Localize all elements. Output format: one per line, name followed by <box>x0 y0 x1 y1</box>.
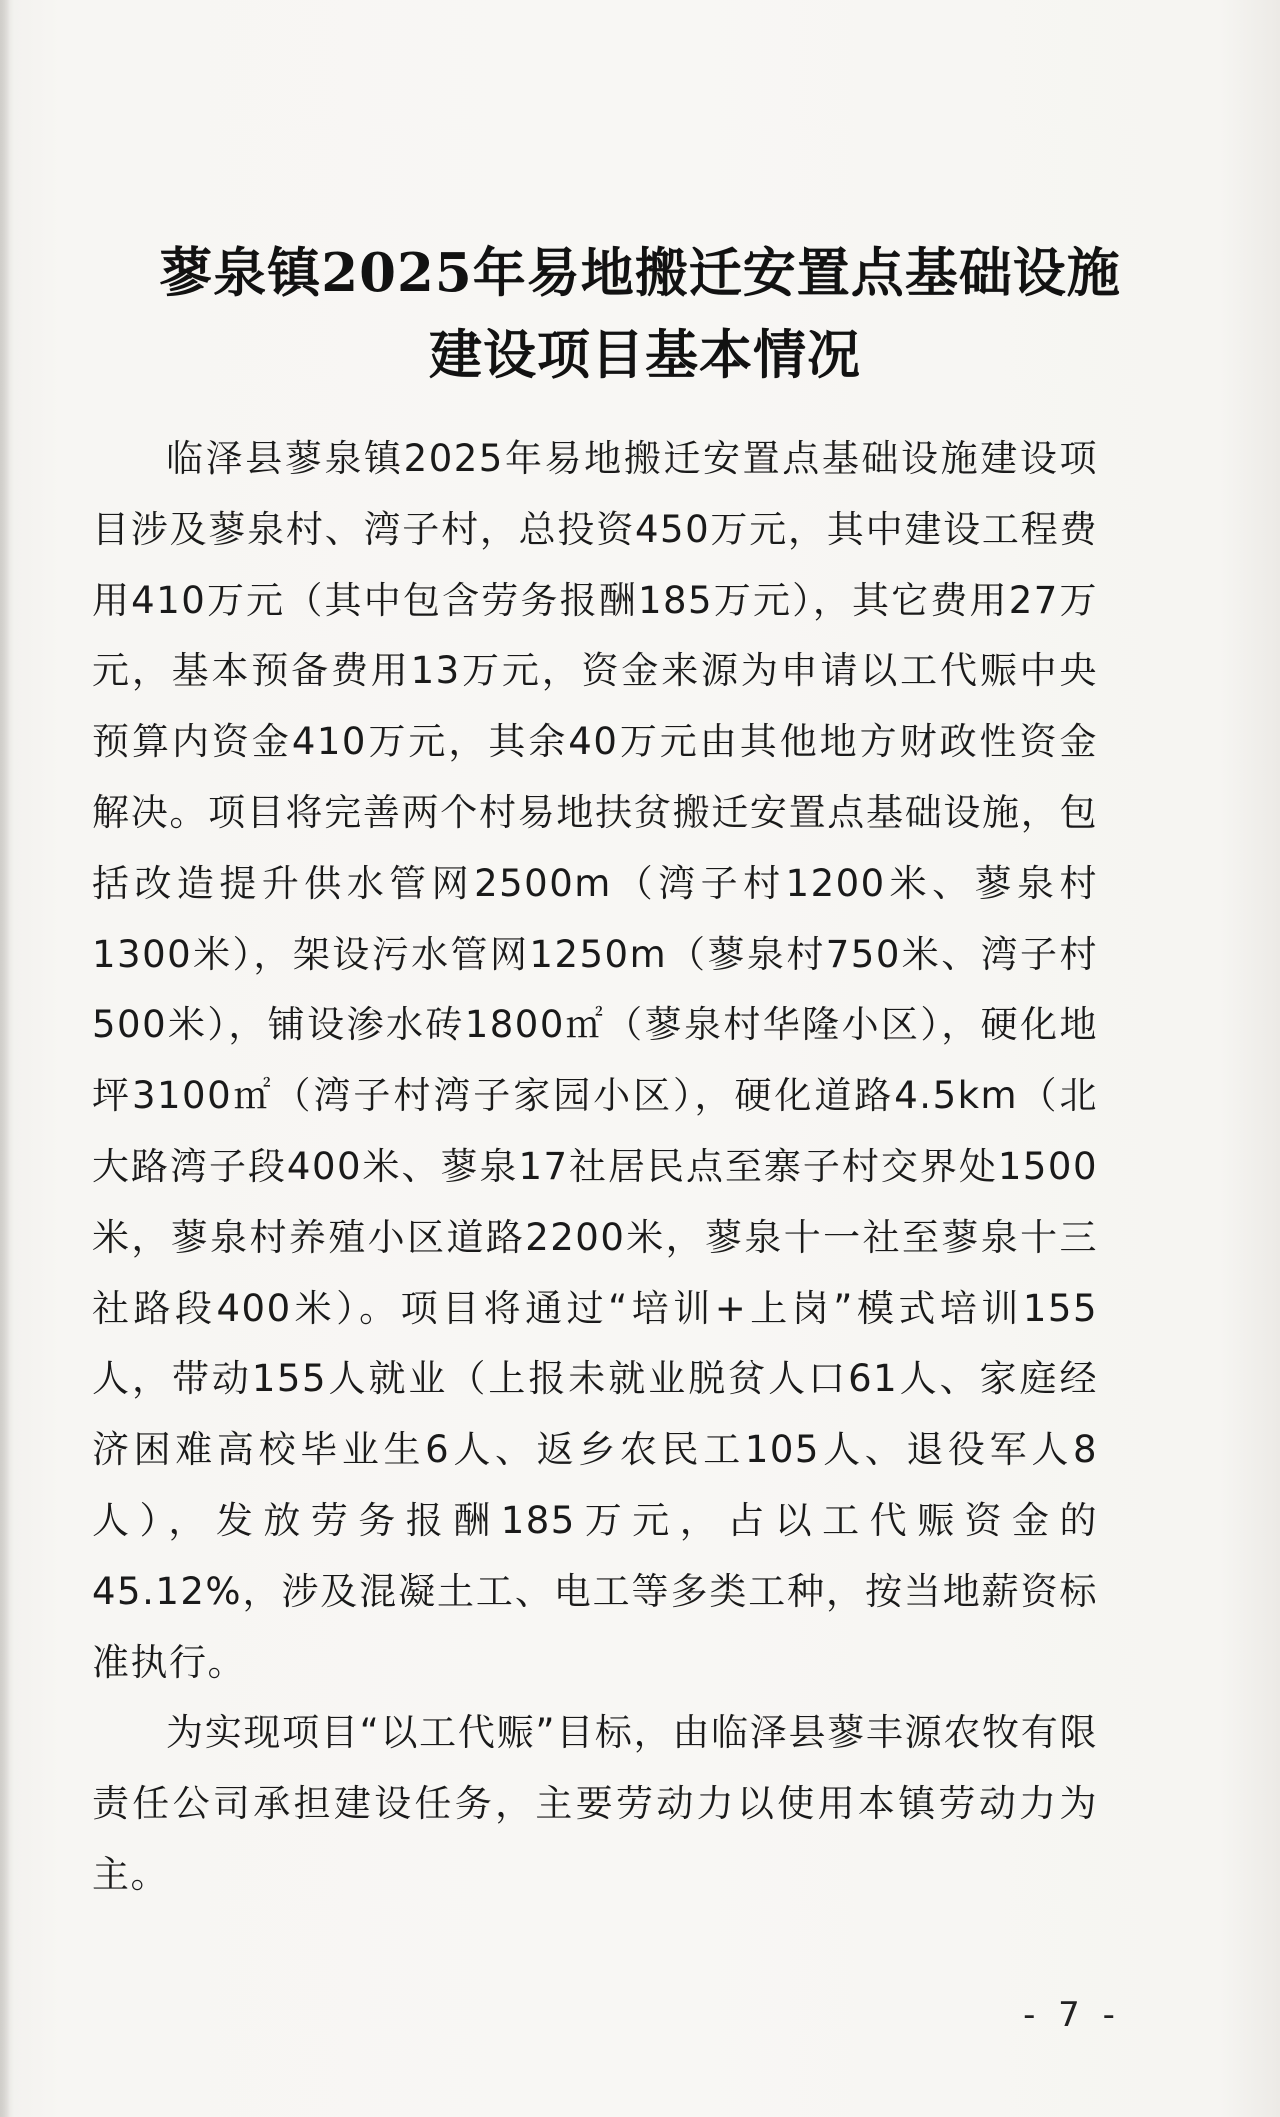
paragraph-implementation: 为实现项目“以工代赈”目标，由临泽县蓼丰源农牧有限责任公司承担建设任务，主要劳动力以使用本镇劳动力为主。 <box>92 1711 1098 1896</box>
paragraph-project-overview: 临泽县蓼泉镇2025年易地搬迁安置点基础设施建设项目涉及蓼泉村、湾子村，总投资450万元，其中建设工程费用410万元（其中包含劳务报酬185万元），其它费用27万元，基本预备费用13万元，资金来源为申请以工代赈中央预算内资金410万元，其余40万元由其他地方财政性资金解决。项目将完善两个村易地扶贫搬迁安置点基础设施，包括改造提升供水管网2500m（湾子村1200米、蓼泉村1300米），架设污水管网1250m（蓼泉村750米、湾子村500米），铺设渗水砖1800㎡（蓼泉村华隆小区），硬化地坪3100㎡（湾子村湾子家园小区），硬化道路4.5km（北大路湾子段400米、蓼泉17社居民点至寨子村交界处1500米，蓼泉村养殖小区道路2200米，蓼泉十一社至蓼泉十三社路段400米）。项目将通过“培训+上岗”模式培训155人，带动155人就业（上报未就业脱贫人口61人、家庭经济困难高校毕业生6人、返乡农民工105人、退役军人8人），发放劳务报酬185万元，占以工代赈资金的45.12%，涉及混凝土工、电工等多类工种，按当地薪资标准执行。 <box>92 437 1098 1684</box>
title-line-2: 建设项目基本情况 <box>429 323 861 386</box>
page-number: - 7 - <box>1023 1995 1121 2035</box>
document-title <box>0 232 1280 396</box>
document-body <box>92 424 1098 1911</box>
title-line-1: 蓼泉镇2025年易地搬迁安置点基础设施 <box>159 241 1121 304</box>
